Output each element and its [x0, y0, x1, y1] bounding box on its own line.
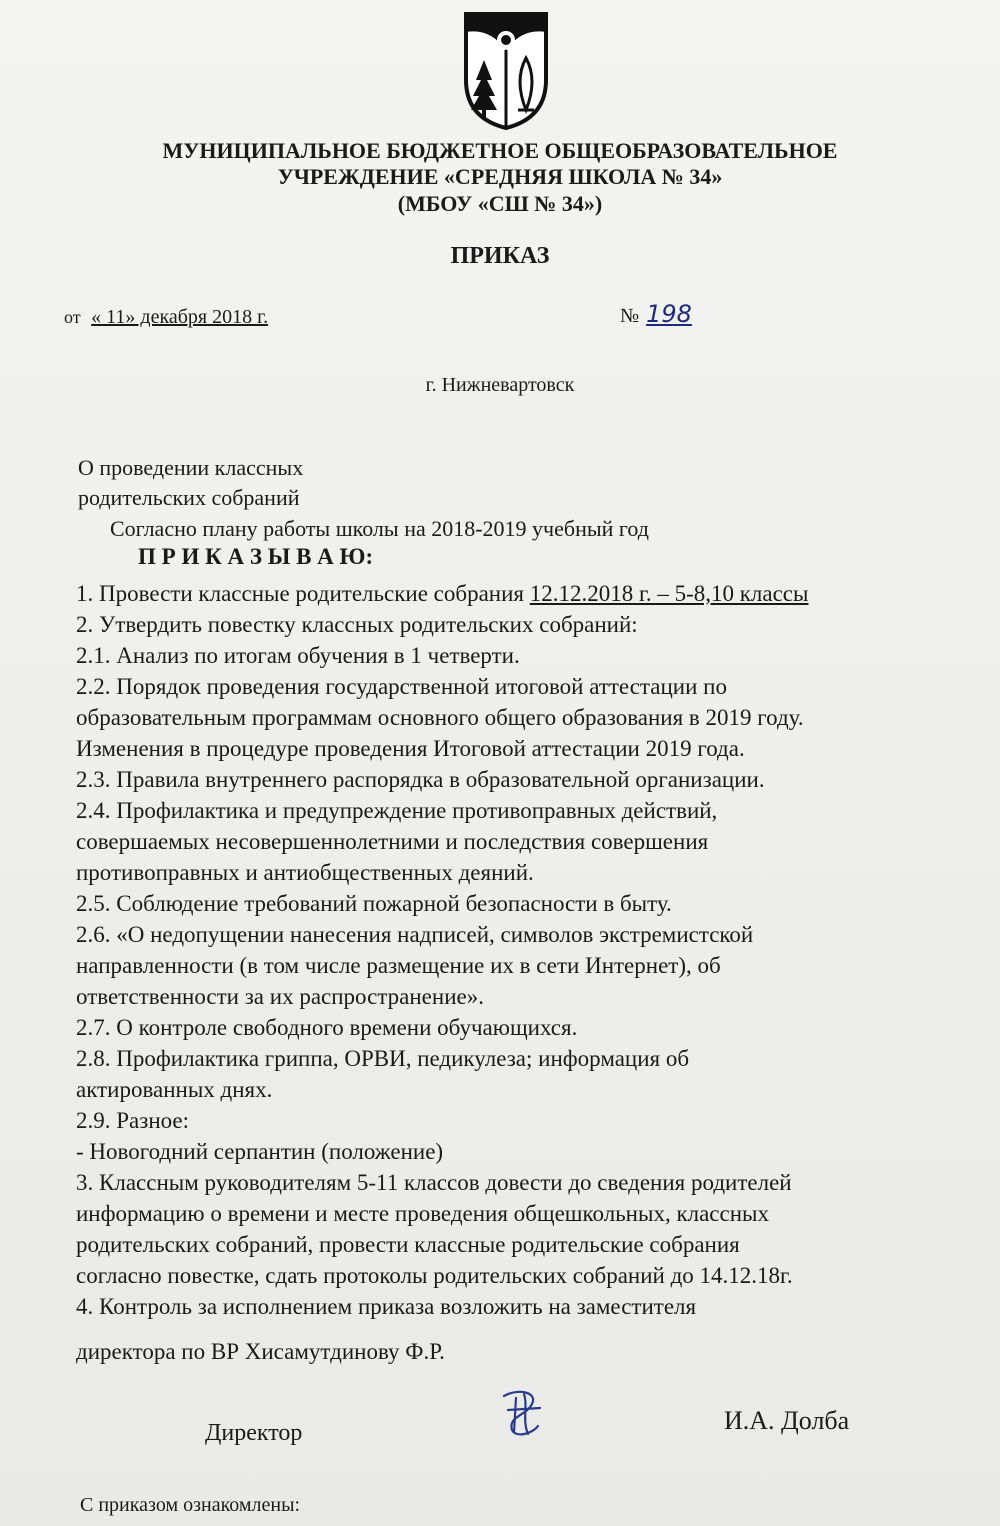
number-value: 198 — [646, 300, 692, 328]
item-3-line-1: 3. Классным руководителям 5-11 классов довести до сведения родителей — [76, 1170, 792, 1195]
item-3-line-4: согласно повестке, сдать протоколы родительских собраний до 14.12.18г. — [76, 1263, 793, 1288]
item-1 — [76, 578, 964, 609]
item-2-4-line-3: противоправных и антиобщественных деяний. — [76, 860, 534, 885]
date-prefix: от — [64, 307, 81, 327]
item-2-4-line-1: 2.4. Профилактика и предупреждение противоправных действий, — [76, 798, 718, 823]
item-2-6-line-3: ответственности за их распространение». — [76, 984, 484, 1009]
handwritten-signature-icon — [498, 1386, 548, 1440]
coat-of-arms-icon — [462, 10, 550, 130]
signature-name: И.А. Долба — [724, 1406, 850, 1435]
item-1-date: 12.12.2018 г. – 5-8,10 классы — [529, 581, 809, 606]
school-name-line-2: УЧРЕЖДЕНИЕ «СРЕДНЯЯ ШКОЛА № 34» — [277, 164, 723, 189]
subject-line-2: родительских собраний — [78, 485, 300, 510]
item-2-6-line-1: 2.6. «О недопущении нанесения надписей, символов экстремистской — [76, 922, 754, 947]
item-2-5: 2.5. Соблюдение требований пожарной безопасности в быту. — [76, 891, 672, 916]
item-2-1: 2.1. Анализ по итогам обучения в 1 четверти. — [76, 643, 520, 668]
signature-role: Директор — [205, 1420, 303, 1446]
item-2-4-line-2: совершаемых несовершеннолетними и последствия совершения — [76, 829, 709, 854]
number-prefix: № — [620, 305, 640, 327]
item-2-2-line-1: 2.2. Порядок проведения государственной итоговой аттестации по — [76, 674, 727, 699]
item-2-8-line-2: актированных днях. — [76, 1077, 273, 1102]
order-date — [64, 306, 268, 329]
item-2-6-line-2: направленности (в том числе размещение их в сети Интернет), об — [76, 953, 721, 978]
city: г. Нижневартовск — [425, 374, 575, 396]
item-3-line-3: родительских собраний, провести классные родительские собрания — [76, 1232, 740, 1257]
item-2-2-line-3: Изменения в процедуре проведения Итоговой аттестации 2019 года. — [76, 736, 745, 761]
item-2-9-subitem: - Новогодний серпантин (положение) — [76, 1139, 444, 1164]
item-2: 2. Утвердить повестку классных родительских собраний: — [76, 612, 638, 637]
school-short-name: (МБОУ «СШ № 34») — [397, 191, 603, 216]
item-2-3: 2.3. Правила внутреннего распорядка в образовательной организации. — [76, 767, 765, 792]
order-basis: Согласно плану работы школы на 2018-2019 учебный год — [110, 516, 649, 541]
order-body — [76, 578, 964, 1367]
item-1-text: 1. Провести классные родительские собрания — [76, 581, 530, 606]
date-value: « 11» декабря 2018 г. — [91, 306, 269, 328]
order-subject — [78, 453, 303, 513]
order-number — [620, 300, 692, 328]
order-word: П Р И К А З Ы В А Ю: — [138, 544, 374, 569]
subject-line-1: О проведении классных — [78, 455, 304, 480]
item-2-8-line-1: 2.8. Профилактика гриппа, ОРВИ, педикулеза; информация об — [76, 1046, 690, 1071]
acknowledged-label: С приказом ознакомлены: — [80, 1494, 301, 1516]
item-2-2-line-2: образовательным программам основного общего образования в 2019 году. — [76, 705, 804, 730]
document-title: ПРИКАЗ — [450, 243, 550, 269]
item-2-9: 2.9. Разное: — [76, 1108, 190, 1133]
item-3-line-2: информацию о времени и месте проведения общешкольных, классных — [76, 1201, 769, 1226]
school-name-line-1: МУНИЦИПАЛЬНОЕ БЮДЖЕТНОЕ ОБЩЕОБРАЗОВАТЕЛЬНОЕ — [162, 138, 838, 163]
item-4-line-1: 4. Контроль за исполнением приказа возложить на заместителя — [76, 1294, 697, 1319]
item-2-7: 2.7. О контроле свободного времени обучающихся. — [76, 1015, 578, 1040]
item-4-line-2: директора по ВР Хисамутдинову Ф.Р. — [76, 1339, 445, 1364]
